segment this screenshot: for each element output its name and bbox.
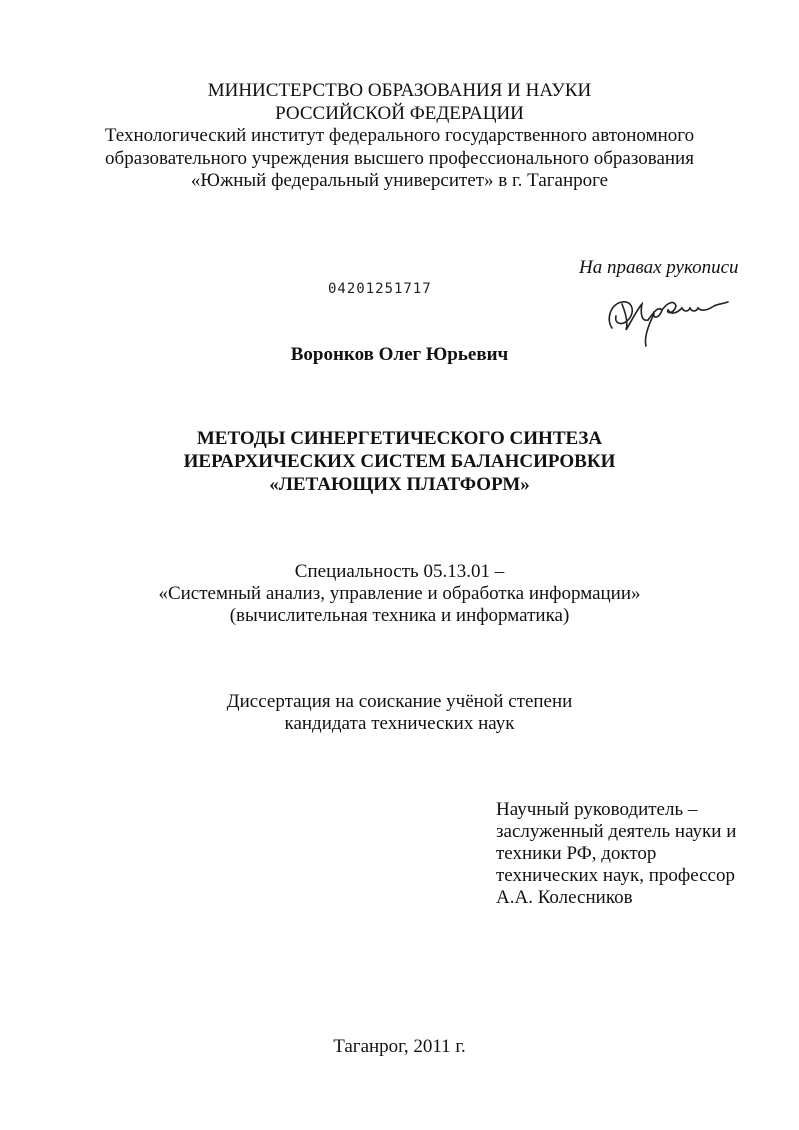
supervisor-line-5: А.А. Колесников	[496, 887, 633, 908]
supervisor-line-2: заслуженный деятель науки и	[496, 821, 737, 842]
specialty-line-2: «Системный анализ, управление и обработка информации»	[158, 583, 641, 604]
handwritten-signature	[602, 290, 732, 350]
author-name: Воронков Олег Юрьевич	[290, 344, 509, 365]
institute-line-1: Технологический институт федерального государственного автономного	[104, 125, 695, 146]
title-line-2: ИЕРАРХИЧЕСКИХ СИСТЕМ БАЛАНСИРОВКИ	[183, 451, 616, 472]
supervisor-line-4: технических наук, профессор	[496, 865, 735, 886]
degree-line-2: кандидата технических наук	[284, 713, 515, 734]
institute-line-3: «Южный федеральный университет» в г. Таганроге	[190, 170, 609, 191]
supervisor-line-3: техники РФ, доктор	[496, 843, 657, 864]
specialty-line-1: Специальность 05.13.01 –	[294, 561, 505, 582]
supervisor-line-1: Научный руководитель –	[496, 799, 698, 820]
ministry-line-1: МИНИСТЕРСТВО ОБРАЗОВАНИЯ И НАУКИ	[207, 80, 592, 101]
footer-city-year: Таганрог, 2011 г.	[333, 1036, 466, 1057]
institute-line-2: образовательного учреждения высшего профессионального образования	[105, 148, 694, 169]
ministry-line-2: РОССИЙСКОЙ ФЕДЕРАЦИИ	[275, 103, 524, 124]
title-line-1: МЕТОДЫ СИНЕРГЕТИЧЕСКОГО СИНТЕЗА	[196, 428, 603, 449]
title-line-3: «ЛЕТАЮЩИХ ПЛАТФОРМ»	[269, 474, 530, 495]
manuscript-note: На правах рукописи	[579, 257, 739, 278]
degree-line-1: Диссертация на соискание учёной степени	[226, 691, 573, 712]
registration-number: 04201251717	[328, 281, 432, 297]
specialty-line-3: (вычислительная техника и информатика)	[229, 605, 570, 626]
